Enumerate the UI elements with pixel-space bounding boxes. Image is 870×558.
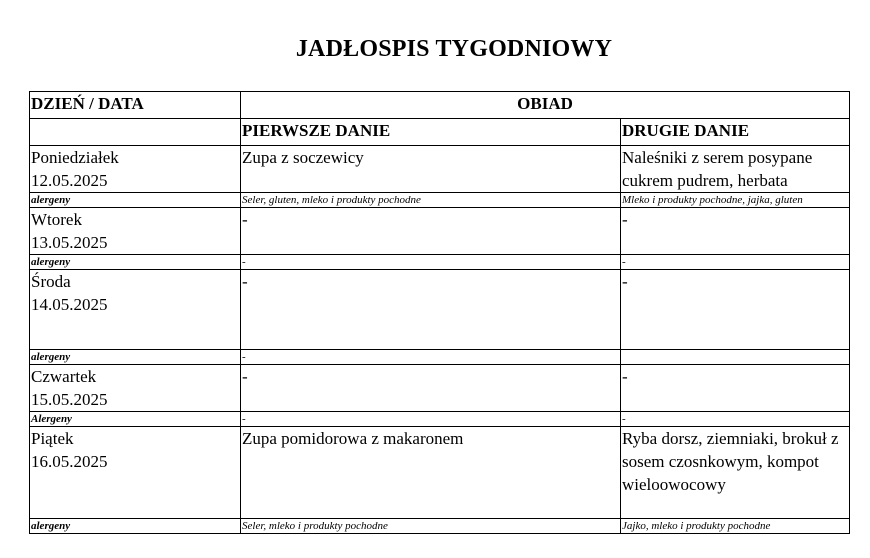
first-course-cell: Zupa z soczewicy (241, 146, 621, 193)
header-first-course: PIERWSZE DANIE (241, 119, 621, 146)
table-row (30, 208, 850, 255)
table-row (30, 270, 850, 350)
second-course-cell: - (621, 208, 850, 255)
day-date: 14.05.2025 (31, 295, 108, 314)
day-date: 16.05.2025 (31, 452, 108, 471)
table-row (30, 365, 850, 412)
day-date: 15.05.2025 (31, 390, 108, 409)
allergen-row (30, 193, 850, 208)
allergen-label: alergeny (30, 350, 241, 365)
allergen-row (30, 255, 850, 270)
allergens-first: - (241, 412, 621, 427)
allergens-second: - (621, 255, 850, 270)
day-cell (30, 208, 241, 255)
allergen-row (30, 350, 850, 365)
allergens-second (621, 350, 850, 365)
allergens-second: - (621, 412, 850, 427)
allergen-label: alergeny (30, 519, 241, 534)
first-course-cell: - (241, 208, 621, 255)
day-cell (30, 146, 241, 193)
allergens-second: Jajko, mleko i produkty pochodne (621, 519, 850, 534)
allergen-row (30, 519, 850, 534)
day-date: 12.05.2025 (31, 171, 108, 190)
day-name: Piątek (31, 429, 74, 448)
page-title: JADŁOSPIS TYGODNIOWY (295, 36, 613, 62)
weekly-menu-table (29, 91, 850, 534)
allergen-label: alergeny (30, 255, 241, 270)
second-course-cell: Ryba dorsz, ziemniaki, brokuł z sosem czosnkowym, kompot wieloowocowy (621, 427, 850, 519)
day-cell (30, 270, 241, 350)
day-name: Wtorek (31, 210, 82, 229)
allergen-label: Alergeny (30, 412, 241, 427)
header-day-date: DZIEŃ / DATA (30, 92, 241, 119)
allergens-first: Seler, gluten, mleko i produkty pochodne (241, 193, 621, 208)
first-course-cell: Zupa pomidorowa z makaronem (241, 427, 621, 519)
subheader-empty-cell (30, 119, 241, 146)
day-name: Poniedziałek (31, 148, 119, 167)
header-second-course: DRUGIE DANIE (621, 119, 850, 146)
subheader-row (30, 119, 850, 146)
allergens-second: Mleko i produkty pochodne, jajka, gluten (621, 193, 850, 208)
day-cell (30, 427, 241, 519)
allergen-row (30, 412, 850, 427)
header-row (30, 92, 850, 119)
day-cell (30, 365, 241, 412)
first-course-cell: - (241, 365, 621, 412)
second-course-cell: - (621, 270, 850, 350)
header-lunch: OBIAD (241, 92, 850, 119)
day-name: Środa (31, 272, 71, 291)
allergen-label: alergeny (30, 193, 241, 208)
first-course-cell: - (241, 270, 621, 350)
day-date: 13.05.2025 (31, 233, 108, 252)
table-row (30, 427, 850, 519)
allergens-first: - (241, 350, 621, 365)
allergens-first: Seler, mleko i produkty pochodne (241, 519, 621, 534)
table-row (30, 146, 850, 193)
second-course-cell: Naleśniki z serem posypane cukrem pudrem, herbata (621, 146, 850, 193)
second-course-cell: - (621, 365, 850, 412)
allergens-first: - (241, 255, 621, 270)
day-name: Czwartek (31, 367, 97, 386)
